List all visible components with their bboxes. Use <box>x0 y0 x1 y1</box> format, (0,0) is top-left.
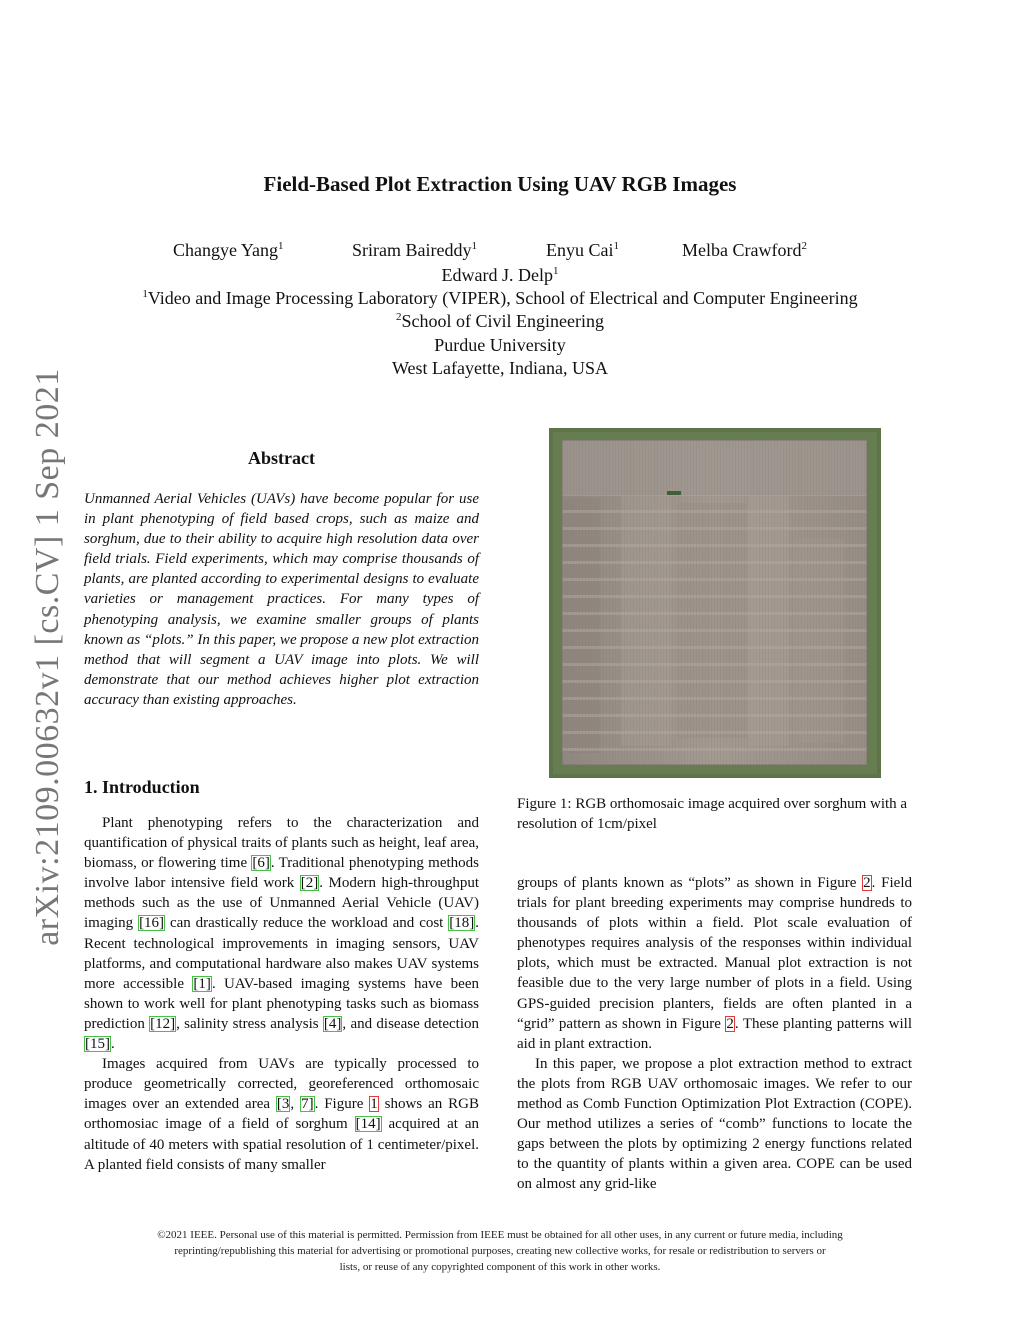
intro-paragraph-1: Plant phenotyping refers to the characterization and quantification of physical traits of plants such as height, leaf area, biomass, or flowering time [6]. Traditional phenotyping methods involve labor intensive field work [2]. Modern high-throughput methods such as the use of Unmanned Aerial Vehicle (UAV) imaging [16] can drastically reduce the workload and cost [18]. Recent technological improvements in imaging sensors, UAV platforms, and computational hardware also makes UAV systems more accessible [1]. UAV-based imaging systems have been shown to work well for plant phenotyping tasks such as biomass prediction [12], salinity stress analysis [4], and disease detection [15]. <box>84 815 480 1053</box>
figure-1-orthomosaic-image <box>549 428 881 778</box>
figure-ref-link[interactable]: 1 <box>370 1096 378 1113</box>
introduction-body <box>84 813 479 1175</box>
footer-line: ©2021 IEEE. Personal use of this material is permitted. Permission from IEEE must be obtained for all other uses, in any current or future media, including <box>157 1229 843 1241</box>
citation-link[interactable]: [16] <box>139 915 165 932</box>
paper-title: Field-Based Plot Extraction Using UAV RGB Images <box>263 172 737 196</box>
citation-link[interactable]: [18] <box>449 915 475 932</box>
figure-ref-link[interactable]: 2 <box>863 875 871 891</box>
right-column-body <box>517 873 912 1195</box>
abstract-heading: Abstract <box>248 448 315 468</box>
intro-paragraph-2: Images acquired from UAVs are typically processed to produce geometrically corrected, georeferenced orthomosaic images over an extended area [3, 7]. Figure 1 shows an RGB orthomosiac image of a field of sorghum [14] acquired at an altitude of 40 meters with spatial resolution of 1 centimeter/pixel. A planted field consists of many smaller <box>84 1056 479 1173</box>
footer-line: lists, or reuse of any copyrighted component of this work in other works. <box>339 1261 661 1273</box>
author-1: Changye Yang$^1$ <box>173 240 284 260</box>
citation-link[interactable]: [1] <box>193 975 211 992</box>
location: West Lafayette, Indiana, USA <box>392 358 608 378</box>
footer-line: reprinting/republishing this material for advertising or promotional purposes, creating new collective works, for resale or redistribution to servers or <box>174 1245 826 1257</box>
citation-link[interactable]: [6] <box>252 855 270 872</box>
citation-link[interactable]: [3 <box>276 1096 290 1113</box>
section-heading-introduction: 1. Introduction <box>84 777 200 797</box>
citation-link[interactable]: [15] <box>85 1036 110 1053</box>
orthomosaic-graphic <box>549 428 881 778</box>
author-3: Enyu Cai$^1$ <box>546 240 619 260</box>
figure-1-caption: Figure 1: RGB orthomosaic image acquired over sorghum with a resolution of 1cm/pixel <box>517 796 908 832</box>
author-2: Sriram Baireddy$^1$ <box>352 240 477 260</box>
citation-link[interactable]: [2] <box>300 875 319 892</box>
right-paragraph-1: groups of plants known as “plots” as shown in Figure 2. Field trials for plant breeding experiments may comprise hundreds to thousands of plots within a field. Plot scale evaluation of phenotypes requires analysis of the responses within individual plots, which must be extracted. Manual plot extraction is not feasible due to the very large number of plots in a field. Using GPS-guided precision planters, fields are often planted in a “grid” pattern as shown in Figure 2. These planting patterns will aid in plant extraction. <box>517 875 912 1052</box>
author-list <box>0 240 1000 264</box>
abstract-text: Unmanned Aerial Vehicles (UAVs) have become popular for use in plant phenotyping of field based crops, such as maize and sorghum, due to their ability to acquire high resolution data over field trials. Field experiments, which may comprise thousands of plants, are planted according to experimental designs to evaluate varieties or management practices. For many types of phenotyping analysis, we examine smaller groups of plants known as “plots.” In this paper, we propose a new plot extraction method that will segment a UAV image into plots. We will demonstrate that our method achieves higher plot extraction accuracy than existing approaches. <box>84 491 479 708</box>
university: Purdue University <box>434 335 566 355</box>
arxiv-id: arXiv:2109.00632v1 [cs.CV] 1 Sep 2021 <box>29 368 66 946</box>
citation-link[interactable]: [12] <box>150 1015 176 1032</box>
citation-link[interactable]: [4] <box>323 1015 342 1032</box>
author-4: Melba Crawford$^2$ <box>682 240 807 260</box>
arxiv-sidebar <box>28 368 68 946</box>
affiliation-2: $^2$School of Civil Engineering <box>396 311 604 331</box>
citation-link[interactable]: 7] <box>301 1096 314 1113</box>
author-5: Edward J. Delp$^1$ <box>441 265 559 285</box>
affiliation-1: $^1$Video and Image Processing Laboratory (VIPER), School of Electrical and Computer Engineering <box>142 288 858 308</box>
figure-ref-link[interactable]: 2 <box>726 1015 734 1032</box>
copyright-footer <box>80 1227 920 1275</box>
citation-link[interactable]: [14] <box>355 1116 381 1133</box>
right-paragraph-2: In this paper, we propose a plot extraction method to extract the plots from RGB UAV orthomosaic images. We refer to our method as Comb Function Optimization Plot Extraction (COPE). Our method utilizes a series of “comb” functions to locate the gaps between the plots by optimizing 2 energy functions related to the quantity of plants within a given area. COPE can be used on almost any grid-like <box>517 1055 912 1193</box>
